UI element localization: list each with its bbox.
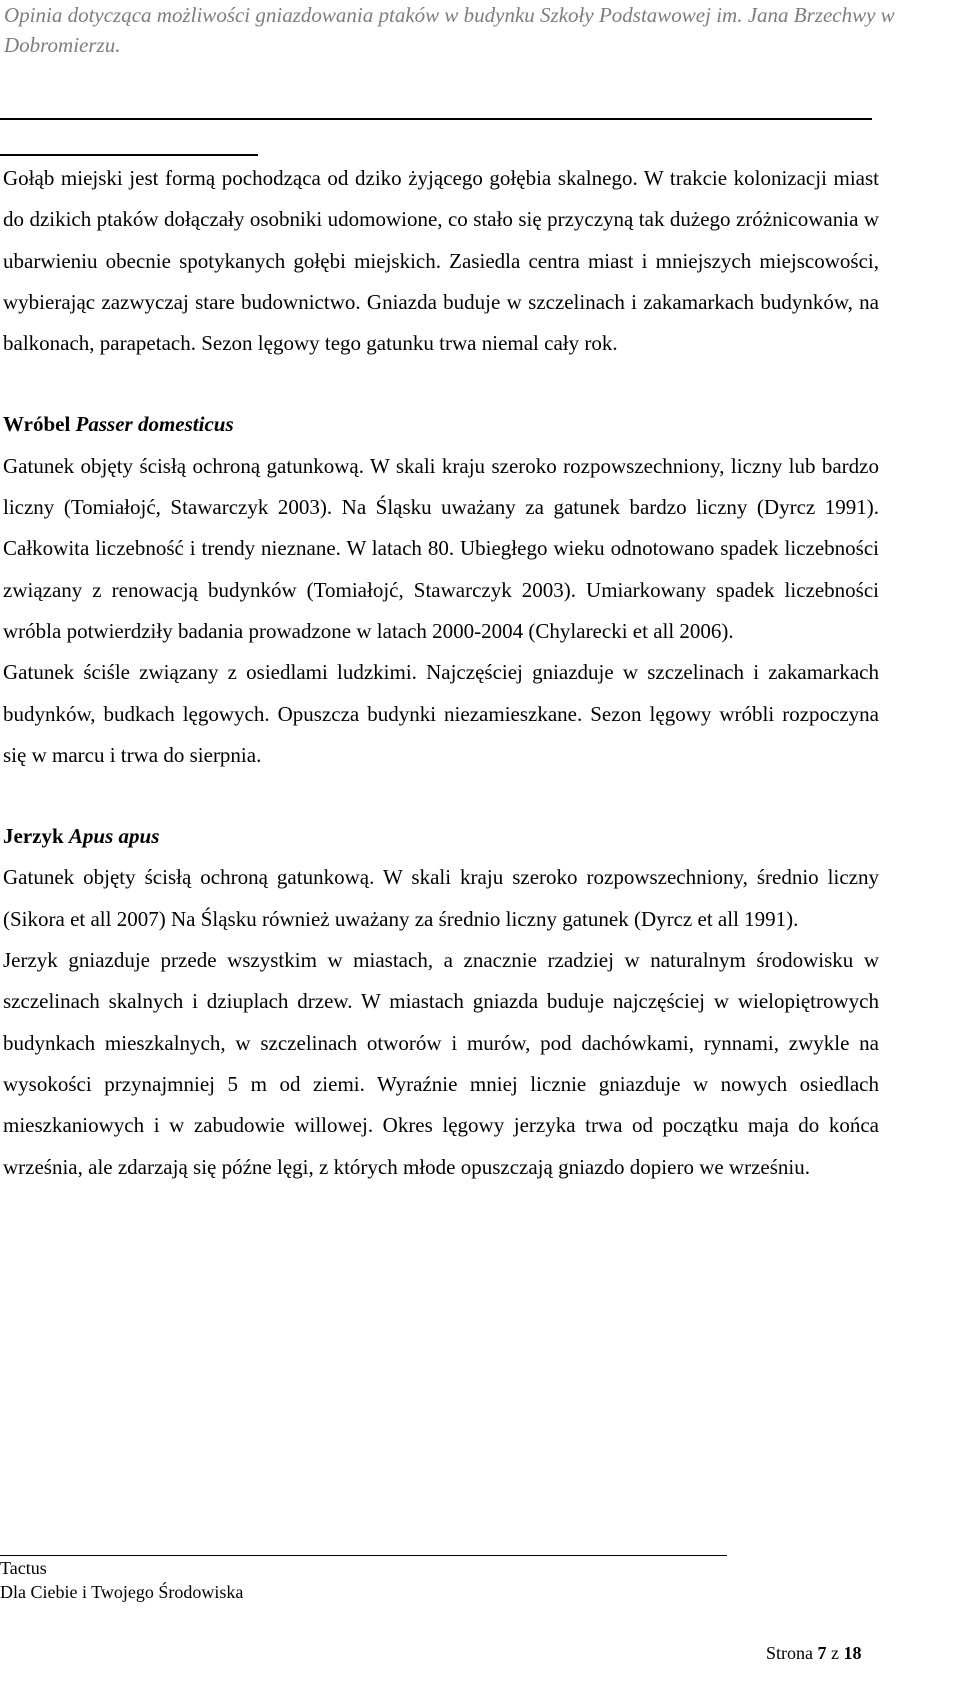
page-prefix: Strona xyxy=(766,1643,818,1663)
page-header xyxy=(0,0,960,120)
swift-heading-common: Jerzyk xyxy=(3,824,64,849)
header-title: Opinia dotycząca możliwości gniazdowania ptaków w budynku Szkoły Podstawowej im. Jana Brzechwy w Dobromierzu. xyxy=(4,3,895,57)
sparrow-heading-latin: Passer domesticus xyxy=(75,412,234,437)
sparrow-heading xyxy=(3,404,879,445)
header-rule xyxy=(0,118,872,120)
footer-tagline: Dla Ciebie i Twojego Środowiska xyxy=(0,1582,244,1602)
separator-rule xyxy=(0,154,258,156)
sparrow-paragraph-1: Gatunek objęty ścisłą ochroną gatunkową. W skali kraju szeroko rozpowszechniony, liczny lub bardzo liczny (Tomiałojć, Stawarczyk 2003). Na Śląsku uważany za gatunek bardzo liczny (Dyrcz 1991). Całkowita liczebność i trendy nieznane. W latach 80. Ubiegłego wieku odnotowano spadek liczebności związany z renowacją budynków (Tomiałojć, Stawarczyk 2003). Umiarkowany spadek liczebności wróbla potwierdziły badania prowadzone w latach 2000-2004 (Chylarecki et all 2006). xyxy=(3,453,879,643)
footer-company: Tactus xyxy=(0,1558,47,1578)
sparrow-heading-common: Wróbel xyxy=(3,412,71,437)
swift-paragraph-2: Jerzyk gniazduje przede wszystkim w miastach, a znacznie rzadziej w naturalnym środowisku w szczelinach skalnych i dziuplach drzew. W miastach gniazda buduje najczęściej w wielopiętrowych budynkach mieszkalnych, w szczelinach otworów i murów, pod dachówkami, rynnami, zwykle na wysokości przynajmniej 5 m od ziemi. Wyraźnie mniej licznie gniazduje w nowych osiedlach mieszkaniowych i w zabudowie willowej. Okres lęgowy jerzyka trwa od początku maja do końca września, ale zdarzają się późne lęgi, z których młode opuszczają gniazdo dopiero we wrześniu. xyxy=(3,948,879,1179)
page-total: 18 xyxy=(843,1643,862,1663)
page-current: 7 xyxy=(817,1643,827,1663)
intro-paragraph: Gołąb miejski jest formą pochodząca od dziko żyjącego gołębia skalnego. W trakcie kolonizacji miast do dzikich ptaków dołączały osobniki udomowione, co stało się przyczyną tak dużego zróżnicowania w ubarwieniu obecnie spotykanych gołębi miejskich. Zasiedla centra miast i mniejszych miejscowości, wybierając zazwyczaj stare budownictwo. Gniazda buduje w szczelinach i zakamarkach budynków, na balkonach, parapetach. Sezon lęgowy tego gatunku trwa niemal cały rok. xyxy=(3,166,879,356)
swift-paragraph-1: Gatunek objęty ścisłą ochroną gatunkową. W skali kraju szeroko rozpowszechniony, średnio liczny (Sikora et all 2007) Na Śląsku również uważany za średnio liczny gatunek (Dyrcz et all 1991). xyxy=(3,865,879,931)
swift-heading xyxy=(3,816,879,857)
footer-rule xyxy=(0,1555,727,1556)
sparrow-paragraph-2: Gatunek ściśle związany z osiedlami ludzkimi. Najczęściej gniazduje w szczelinach i zakamarkach budynków, budkach lęgowych. Opuszcza budynki niezamieszkane. Sezon lęgowy wróbli rozpoczyna się w marcu i trwa do sierpnia. xyxy=(3,660,879,767)
swift-heading-latin: Apus apus xyxy=(68,824,160,849)
document-body xyxy=(3,158,879,1188)
page-number xyxy=(766,1641,862,1665)
page-sep: z xyxy=(826,1643,844,1663)
